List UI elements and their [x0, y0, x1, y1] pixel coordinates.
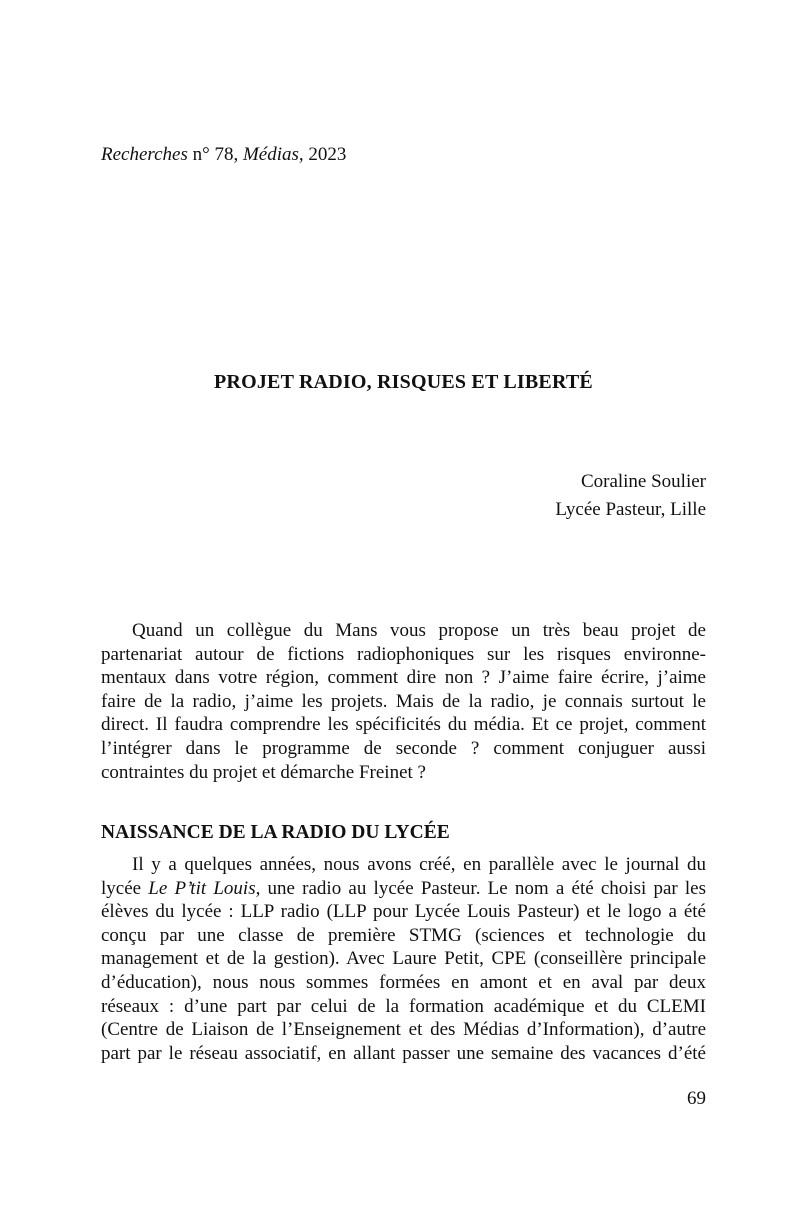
text-segment: lycée: [101, 877, 149, 899]
section-paragraph: [101, 853, 706, 1065]
intro-paragraph: [101, 619, 706, 784]
paragraph-line: direct. Il faudra comprendre les spécificités du média. Et ce projet, comment: [101, 714, 706, 736]
text-segment: , une radio au lycée Pasteur. Le nom a été choisi par les: [255, 877, 707, 899]
paragraph-line: part par le réseau associatif, en allant passer une semaine des vacances d’été: [101, 1042, 706, 1064]
paragraph-line: conçu par une classe de première STMG (sciences et technologie du: [101, 924, 706, 946]
paragraph-line: management et de la gestion). Avec Laure Petit, CPE (conseillère principale: [101, 948, 706, 970]
paragraph-line: élèves du lycée : LLP radio (LLP pour Lycée Louis Pasteur) et le logo a été: [101, 901, 706, 923]
article-title: PROJET RADIO, RISQUES ET LIBERTÉ: [214, 371, 593, 393]
paragraph-line: d’éducation), nous nous sommes formées en amont et en aval par deux: [101, 971, 706, 993]
section-heading: NAISSANCE DE LA RADIO DU LYCÉE: [101, 822, 450, 843]
author-name: Coraline Soulier: [580, 471, 706, 492]
paragraph-line: [101, 877, 706, 901]
paragraph-line: faire de la radio, j’aime les projets. Mais de la radio, je connais surtout le: [101, 690, 706, 712]
paragraph-line: contraintes du projet et démarche Freinet ?: [101, 761, 426, 783]
paragraph-line: l’intégrer dans le programme de seconde ? comment conjuguer aussi: [101, 737, 706, 759]
author-block: [555, 468, 706, 524]
issue-number: n° 78,: [187, 144, 243, 165]
newspaper-title: Le P’tit Louis: [148, 877, 256, 899]
page-number: 69: [687, 1088, 706, 1109]
issue-year: , 2023: [298, 144, 347, 165]
paragraph-line: mentaux dans votre région, comment dire non ? J’aime faire écrire, j’aime: [101, 667, 706, 689]
paragraph-line: (Centre de Liaison de l’Enseignement et des Médias d’Information), d’autre: [101, 1019, 706, 1041]
author-affiliation: Lycée Pasteur, Lille: [555, 499, 706, 520]
issue-theme: Médias: [242, 144, 299, 165]
paragraph-line: Quand un collègue du Mans vous propose un très beau projet de: [132, 620, 706, 641]
journal-header: [101, 143, 346, 167]
paragraph-line: partenariat autour de fictions radiophoniques sur les risques environne-: [101, 643, 706, 665]
paragraph-line: Il y a quelques années, nous avons créé, en parallèle avec le journal du: [132, 854, 706, 875]
journal-name: Recherches: [101, 144, 188, 165]
paragraph-line: réseaux : d’une part par celui de la formation académique et du CLEMI: [101, 995, 706, 1017]
